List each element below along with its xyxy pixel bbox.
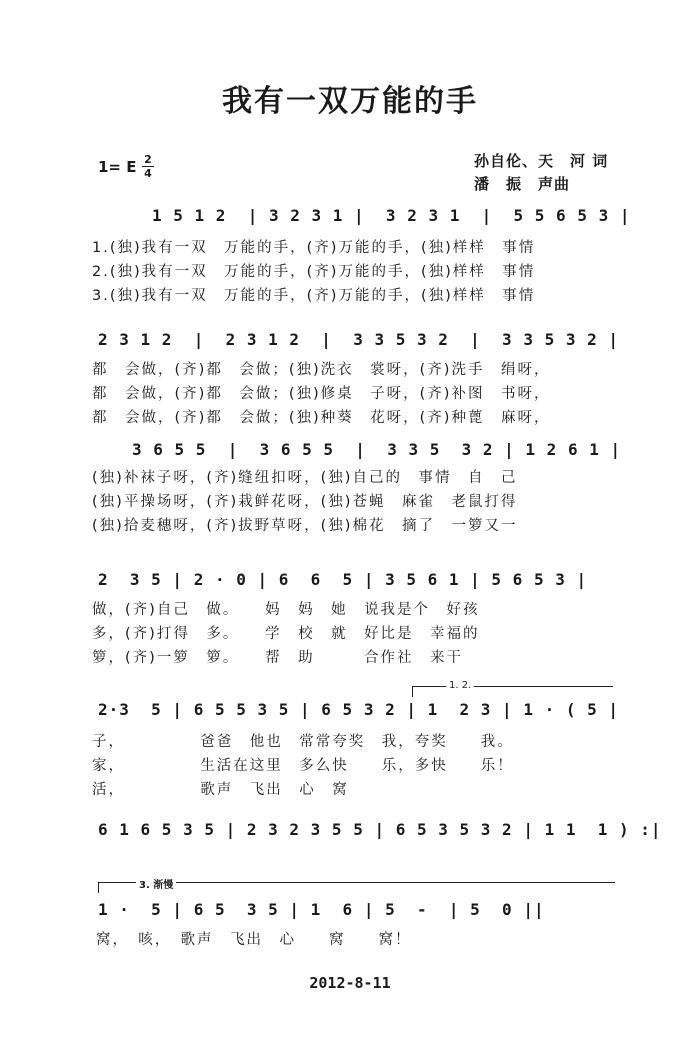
notes-line-2: 2 3 1 2 | 2 3 1 2 | 3 3 5 3 2 | 3 3 5 3 2 | <box>98 330 620 349</box>
time-signature-bottom: 4 <box>144 167 152 180</box>
composer-credit: 潘 振 声曲 <box>474 175 571 193</box>
notes-line-7: 1 · 5 | 6 5 3 5 | 1 6 | 5 - | 5 0 || <box>98 900 545 919</box>
lyric-line-5-3: 活， 歌声 飞出 心 窝 <box>92 782 349 798</box>
lyric-line-4-2: 多，(齐)打得 多。 学 校 就 好比是 幸福的 <box>92 626 480 642</box>
lyric-line-5-2: 家， 生活在这里 多么快 乐，多快 乐！ <box>92 758 514 774</box>
lyric-line-1-2: 2.(独)我有一双 万能的手，(齐)万能的手，(独)样样 事情 <box>92 264 536 280</box>
lyric-line-2-2: 都 会做，(齐)都 会做；(独)修桌 子呀，(齐)补图 书呀， <box>92 386 551 402</box>
lyric-line-3-2: (独)平操场呀，(齐)栽鲜花呀，(独)苍蝇 麻雀 老鼠打得 <box>92 494 518 510</box>
lyric-line-2-1: 都 会做，(齐)都 会做；(独)洗衣 裳呀，(齐)洗手 绢呀， <box>92 362 551 378</box>
notes-line-6: 6 1 6 5 3 5 | 2 3 2 3 5 5 | 6 5 3 5 3 2 | 1 1 1 ) :| <box>98 820 662 839</box>
lyric-line-3-1: (独)补袜子呀，(齐)缝纽扣呀，(独)自己的 事情 自 己 <box>92 470 518 486</box>
date-stamp: 2012-8-11 <box>309 974 391 992</box>
volta-first-bracket <box>412 686 613 697</box>
notes-line-3: 3 6 5 5 | 3 6 5 5 | 3 3 5 3 2 | 1 2 6 1 | <box>132 440 622 459</box>
lyricist-credit: 孙自伦、天 河 词 <box>474 152 609 170</box>
lyric-line-1-1: 1.(独)我有一双 万能的手，(齐)万能的手，(独)样样 事情 <box>92 240 536 256</box>
lyric-line-1-3: 3.(独)我有一双 万能的手，(齐)万能的手，(独)样样 事情 <box>92 288 536 304</box>
lyric-line-4-3: 箩，(齐)一箩 箩。 帮 助 合作社 来干 <box>92 650 464 666</box>
notes-line-4: 2 3 5 | 2 · 0 | 6 6 5 | 3 5 6 1 | 5 6 5 3 | <box>98 570 588 589</box>
key-signature: 1= E <box>98 158 137 176</box>
lyric-line-3-3: (独)拾麦穗呀，(齐)拔野草呀，(独)棉花 摘了 一箩又一 <box>92 518 518 534</box>
lyric-line-4-1: 做，(齐)自己 做。 妈 妈 她 说我是个 好孩 <box>92 602 480 618</box>
song-title: 我有一双万能的手 <box>222 84 478 119</box>
time-signature-top: 2 <box>144 153 152 166</box>
notes-line-5: 2·3 5 | 6 5 5 3 5 | 6 5 3 2 | 1 2 3 | 1 · ( 5 | <box>98 700 620 719</box>
time-signature <box>142 154 154 179</box>
lyric-line-2-3: 都 会做，(齐)都 会做；(独)种葵 花呀，(齐)种蓖 麻呀， <box>92 410 551 426</box>
volta-first-label: 1. 2. <box>446 680 474 691</box>
lyric-line-7-1: 窝， 咳， 歌声 飞出 心 窝 窝！ <box>96 932 412 948</box>
notes-line-1: 1 5 1 2 | 3 2 3 1 | 3 2 3 1 | 5 5 6 5 3 | <box>152 206 631 225</box>
lyric-line-5-1: 子， 爸爸 他也 常常夸奖 我，夸奖 我。 <box>92 734 514 750</box>
volta-third-label: 3. 渐慢 <box>136 876 176 891</box>
